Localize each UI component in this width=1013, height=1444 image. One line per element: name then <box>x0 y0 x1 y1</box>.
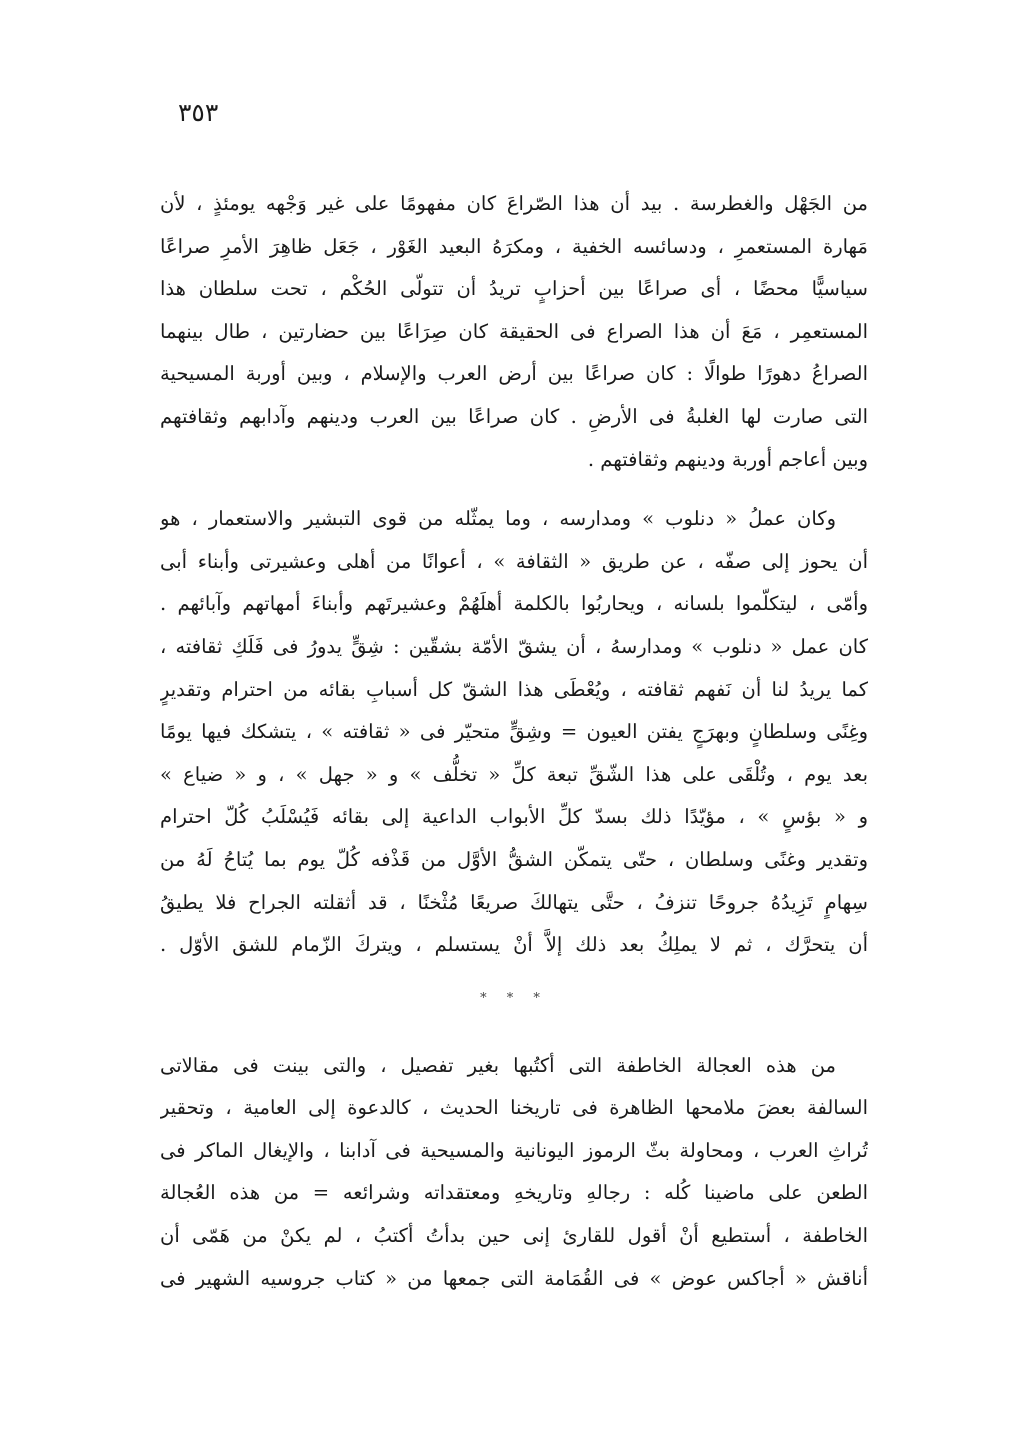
text-line: مَهارة المستعمرِ ، ودسائسه الخفية ، ومكرَهُ البعيد الغَوْر ، جَعَل ظاهِرَ الأمرِ صراعًا <box>160 234 868 258</box>
text-line: وبين أعاجم أوربة ودينهم وثقافتهم . <box>587 447 868 471</box>
section-separator: * * * <box>480 990 548 1006</box>
text-line: أن يتحرَّك ، ثم لا يملِكُ بعد ذلك إلاَّ أنْ يستسلم ، ويتركَ الزّمام للشق الأوّل . <box>160 933 868 957</box>
paragraph-3 <box>160 1045 868 1301</box>
text-line: كان عمل « دنلوب » ومدارسهُ ، أن يشقّ الأمّة بشقّين : شِقٍّ يدورُ فى فَلَكِ ثقافته ، <box>160 634 868 658</box>
text-line: سياسيًّا محضًا ، أى صراعًا بين أحزابٍ تريدُ أن تتولّى الحُكْم ، تحت سلطان هذا <box>160 277 868 301</box>
text-line: كما يريدُ لنا أن نَفهم ثقافته ، ويُعْطَى هذا الشقّ كل أسبابِ بقائه من احترام وتقديرٍ <box>160 677 868 701</box>
text-line: بعد يوم ، وتُلْقَى على هذا الشّقِّ تبعة كلِّ « تخلُّف » و « جهل » ، و « ضياع » <box>160 762 868 786</box>
text-line: تُراثِ العرب ، ومحاولة بثّ الرموز اليونانية والمسيحية فى آدابنا ، والإيغال الماكر فى <box>160 1138 868 1162</box>
text-line: السالفة بعضَ ملامحها الظاهرة فى تاريخنا الحديث ، كالدعوة إلى العامية ، وتحقير <box>160 1096 868 1120</box>
text-line: سِهامٍ تَزِيدُهُ جروحًا تنزفُ ، حتَّى يتهالكَ صريعًا مُثْخنًا ، قد أثقلته الجراح فلا يطيقُ <box>160 890 868 914</box>
page-body <box>160 183 868 1300</box>
paragraph-2 <box>160 498 868 967</box>
text-line: أناقش « أجاكس عوض » فى القُمَامة التى جمعها من « كتاب جروسيه الشهير فى <box>160 1266 868 1290</box>
text-line: وأمّى ، ليتكلّموا بلسانه ، ويحاربُوا بالكلمة أهلَهُمْ وعشيرتَهم وأبناءَ أمهاتهم وآبائهم . <box>160 592 868 616</box>
text-line: من هذه العجالة الخاطفة التى أكتُبها بغير تفصيل ، والتى بينت فى مقالاتى <box>160 1053 836 1077</box>
text-line: من الجَهْل والغطرسة . بيد أن هذا الصّراعَ كان مفهومًا على غير وَجْهه يومئذٍ ، لأن <box>160 192 868 215</box>
page-number: ٣٥٣ <box>178 98 219 127</box>
paragraph-1 <box>160 183 868 481</box>
text-line: الصراعُ دهورًا طوالًا : كان صراعًا بين أرض العرب والإسلام ، وبين أوربة المسيحية <box>160 362 868 386</box>
text-line: أن يحوز إلى صفّه ، عن طريق « الثقافة » ، أعوانًا من أهلى وعشيرتى وأبناء أبى <box>160 549 868 573</box>
text-line: الخاطفة ، أستطيع أنْ أقول للقارئ إنى حين بدأتُ أكتبُ ، لم يكنْ من هَمّى أن <box>160 1224 868 1248</box>
text-line: و « بؤسٍ » ، مؤيّدًا ذلك بسدّ كلِّ الأبواب الداعية إلى بقائه فَيُسْلَبُ كُلّ احترام <box>160 805 868 829</box>
text-line: المستعمِر ، مَعَ أن هذا الصراع فى الحقيقة كان صِرَاعًا بين حضارتين ، طال بينهما <box>160 319 868 343</box>
text-line: التى صارت لها الغلبةُ فى الأرضِ . كان صراعًا بين العرب ودينهم وآدابهم وثقافتهم <box>160 404 868 428</box>
text-line: وتقدير وغنًى وسلطان ، حتّى يتمكّن الشقُّ الأوَّل من قَذْفه كُلّ يوم بما يُتاحُ لَهُ من <box>160 847 868 871</box>
text-line: الطعن على ماضينا كُله : رجالهِ وتاريخهِ ومعتقداته وشرائعه = من هذه العُجالة <box>160 1181 868 1205</box>
text-line: وغِنًى وسلطانٍ وبهرَجٍ يفتن العيون = وشِقٍّ متحيّر فى « ثقافته » ، يتشكك فيها يومًا <box>160 720 868 744</box>
text-line: وكان عملُ « دنلوب » ومدارسه ، وما يمثّله من قوى التبشير والاستعمار ، هو <box>160 507 836 531</box>
